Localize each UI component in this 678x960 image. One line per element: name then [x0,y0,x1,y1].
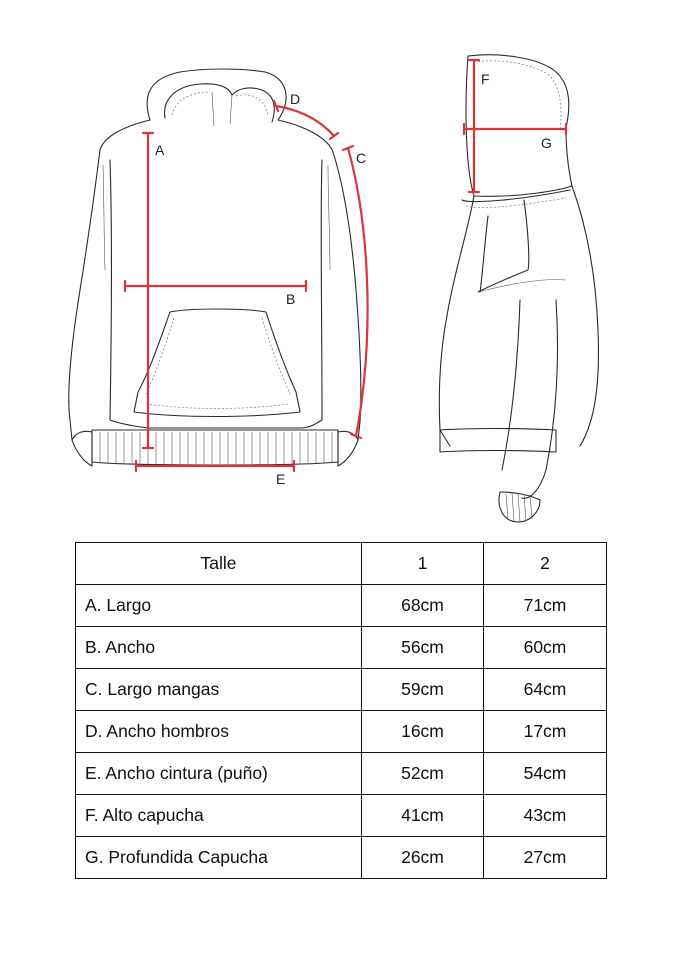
size-table [75,542,607,879]
row-label: F. Alto capucha [76,795,362,837]
row-size-2: 60cm [484,627,607,669]
row-label: D. Ancho hombros [76,711,362,753]
label-b: B [286,291,296,307]
label-f: F [481,71,490,87]
label-g: G [541,135,552,151]
table-row [76,711,607,753]
row-label: A. Largo [76,585,362,627]
row-size-1: 26cm [362,837,484,879]
row-label: G. Profundida Capucha [76,837,362,879]
row-size-2: 64cm [484,669,607,711]
table-row [76,669,607,711]
hoodie-front-illustration [69,69,361,466]
header-size-2: 2 [484,543,607,585]
row-label: E. Ancho cintura (puño) [76,753,362,795]
row-size-2: 43cm [484,795,607,837]
measure-line-c [343,146,368,438]
measure-line-e [136,461,294,471]
table-row [76,585,607,627]
header-size-1: 1 [362,543,484,585]
measure-line-b [125,281,306,291]
table-row [76,837,607,879]
row-size-2: 27cm [484,837,607,879]
row-size-1: 68cm [362,585,484,627]
label-c: C [356,150,367,166]
row-label: C. Largo mangas [76,669,362,711]
table-row [76,753,607,795]
measure-line-a [143,133,153,448]
row-size-2: 71cm [484,585,607,627]
header-talle: Talle [76,543,362,585]
row-size-1: 56cm [362,627,484,669]
table-header-row [76,543,607,585]
label-d: D [290,91,301,107]
table-row [76,627,607,669]
measure-line-d [274,101,338,139]
row-size-2: 17cm [484,711,607,753]
row-size-1: 59cm [362,669,484,711]
row-size-1: 16cm [362,711,484,753]
table-row [76,795,607,837]
row-size-2: 54cm [484,753,607,795]
measure-line-f [469,60,479,192]
label-e: E [276,471,286,487]
row-size-1: 52cm [362,753,484,795]
label-a: A [155,142,165,158]
row-size-1: 41cm [362,795,484,837]
measure-line-g [464,124,566,134]
row-label: B. Ancho [76,627,362,669]
